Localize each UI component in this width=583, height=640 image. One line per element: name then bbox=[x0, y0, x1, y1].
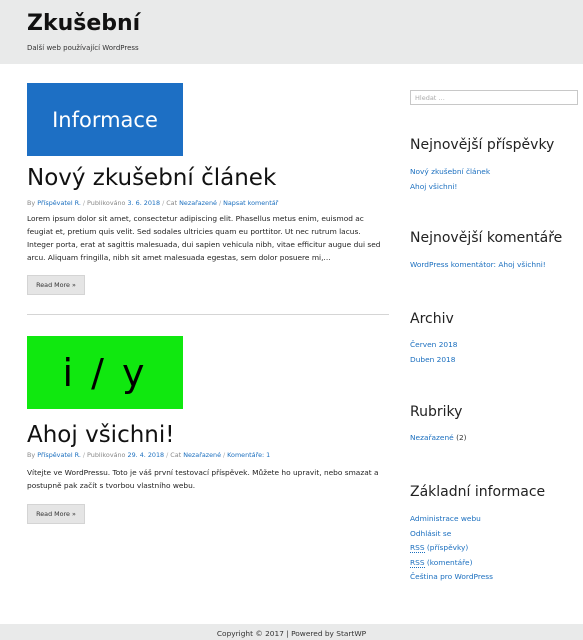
widget-title-categories: Rubriky bbox=[410, 404, 463, 420]
search-input[interactable] bbox=[410, 90, 578, 105]
list-item bbox=[410, 338, 458, 353]
post-title[interactable]: Ahoj všichni! bbox=[27, 422, 175, 448]
meta-comments-link[interactable]: Komentáře: 1 bbox=[227, 451, 271, 459]
recent-posts-list bbox=[410, 165, 490, 194]
rss-comments-label: (komentáře) bbox=[424, 557, 473, 567]
widget-title-archives: Archiv bbox=[410, 311, 454, 327]
rss-comments-link[interactable] bbox=[410, 558, 472, 568]
meta-cat-label: Cat bbox=[170, 451, 182, 459]
thumbnail-text: i / y bbox=[62, 350, 148, 395]
list-item bbox=[410, 431, 467, 446]
rss-abbr: RSS bbox=[410, 543, 425, 552]
comment-post-link[interactable]: Ahoj všichni! bbox=[498, 260, 546, 269]
meta-published-label: Publikováno bbox=[87, 199, 126, 207]
site-footer: Copyright © 2017 | Powered by StartWP bbox=[0, 624, 583, 640]
comment-separator: : bbox=[493, 260, 499, 269]
meta-date-link[interactable]: 3. 6. 2018 bbox=[127, 199, 161, 207]
meta-published-label: Publikováno bbox=[87, 451, 126, 459]
list-item bbox=[410, 258, 546, 273]
rss-posts-link[interactable] bbox=[410, 543, 468, 553]
widget-title-recent-posts: Nejnovější příspěvky bbox=[410, 137, 555, 153]
rss-abbr: RSS bbox=[410, 557, 425, 567]
list-item bbox=[410, 165, 490, 180]
archive-link[interactable]: Duben 2018 bbox=[410, 354, 456, 364]
post-meta: By Příspěvatel R. / Publikováno 3. 6. 2018 / Cat Nezařazené / Napsat komentář bbox=[27, 199, 279, 207]
thumbnail-text: Informace bbox=[52, 107, 158, 132]
post-thumbnail[interactable] bbox=[27, 83, 183, 156]
meta-cat-label: Cat bbox=[166, 199, 178, 207]
list-item bbox=[410, 353, 458, 368]
list-item bbox=[410, 527, 493, 542]
logout-link[interactable]: Odhlásit se bbox=[410, 528, 452, 538]
category-link[interactable]: Nezařazené bbox=[410, 433, 454, 442]
post-excerpt: Lorem ipsum dolor sit amet, consectetur adipiscing elit. Phasellus metus enim, euismod ac feugiat et, pretium quis velit. Sed sodales ultricies quam eu porttitor. Ut nec rutrum lacus. Integer porta, erat at sagittis malesuada, dui sapien vehicula nibh, vitae efficitur augue dui sed arcu. Aliquam fringilla, nibh sit amet malesuada egestas, sem dolor posuere mi,… bbox=[27, 214, 381, 262]
meta-category-link[interactable]: Nezařazené bbox=[183, 451, 222, 459]
post-meta: By Příspěvatel R. / Publikováno 29. 4. 2018 / Cat Nezařazené / Komentáře: 1 bbox=[27, 451, 271, 459]
meta-author-link[interactable]: Příspěvatel R. bbox=[37, 199, 81, 207]
rss-posts-label: (příspěvky) bbox=[424, 543, 469, 552]
list-item bbox=[410, 570, 493, 585]
meta-author-link[interactable]: Příspěvatel R. bbox=[37, 451, 81, 459]
recent-post-link[interactable]: Nový zkušební článek bbox=[410, 167, 491, 176]
post-title[interactable]: Nový zkušební článek bbox=[27, 165, 277, 191]
post-excerpt: Vítejte ve WordPressu. Toto je váš první testovací příspěvek. Můžete ho upravit, nebo smazat a postupně pak začít s tvorbou vlastního webu. bbox=[27, 468, 379, 490]
site-title[interactable]: Zkušební bbox=[27, 11, 141, 36]
recent-post-link[interactable]: Ahoj všichni! bbox=[410, 181, 458, 191]
meta-list bbox=[410, 512, 493, 585]
list-item bbox=[410, 180, 490, 195]
meta-category-link[interactable]: Nezařazené bbox=[179, 199, 217, 207]
category-count: (2) bbox=[456, 433, 467, 442]
meta-date-link[interactable]: 29. 4. 2018 bbox=[127, 451, 165, 459]
meta-by: By bbox=[27, 451, 36, 459]
admin-link[interactable]: Administrace webu bbox=[410, 514, 481, 523]
meta-by: By bbox=[27, 199, 36, 207]
read-more-button[interactable]: Read More » bbox=[27, 275, 85, 295]
archives-list bbox=[410, 338, 458, 367]
widget-title-meta: Základní informace bbox=[410, 484, 546, 500]
wordpress-link[interactable]: Čeština pro WordPress bbox=[410, 572, 493, 581]
recent-comments-list bbox=[410, 258, 546, 273]
post-divider bbox=[27, 314, 389, 315]
archive-link[interactable]: Červen 2018 bbox=[410, 340, 458, 349]
site-description: Další web používající WordPress bbox=[27, 44, 139, 52]
meta-comments-link[interactable]: Napsat komentář bbox=[223, 199, 279, 207]
list-item bbox=[410, 541, 493, 556]
comment-author-link[interactable]: WordPress komentátor bbox=[410, 260, 494, 269]
categories-list bbox=[410, 431, 467, 446]
list-item bbox=[410, 512, 493, 527]
site-header bbox=[0, 0, 583, 64]
list-item bbox=[410, 556, 493, 571]
read-more-button[interactable]: Read More » bbox=[27, 504, 85, 524]
widget-title-recent-comments: Nejnovější komentáře bbox=[410, 230, 563, 246]
post-thumbnail[interactable] bbox=[27, 336, 183, 409]
